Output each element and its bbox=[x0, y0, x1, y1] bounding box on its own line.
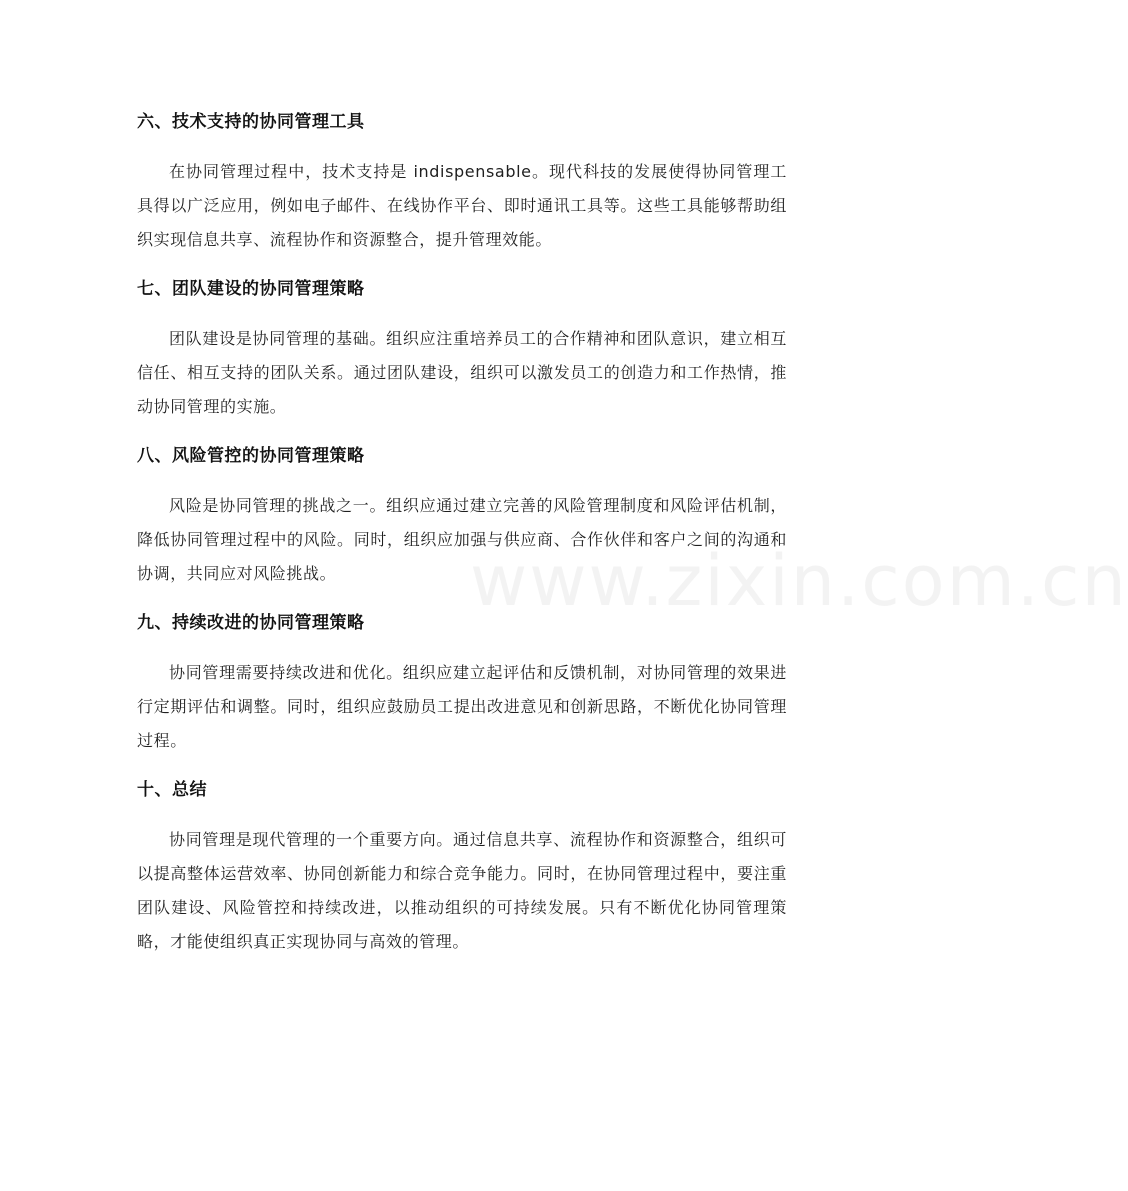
watermark: www.zixin.com.cn bbox=[470, 540, 1128, 622]
section-paragraph: 协同管理需要持续改进和优化。组织应建立起评估和反馈机制，对协同管理的效果进行定期评估和调整。同时，组织应鼓励员工提出改进意见和创新思路，不断优化协同管理过程。 bbox=[137, 663, 787, 750]
section-title: 九、持续改进的协同管理策略 bbox=[137, 613, 365, 633]
section-title: 八、风险管控的协同管理策略 bbox=[137, 446, 365, 466]
section-title: 七、团队建设的协同管理策略 bbox=[137, 279, 365, 299]
section-continuous-improvement bbox=[137, 605, 787, 758]
section-summary bbox=[137, 772, 787, 959]
document-content bbox=[137, 104, 787, 973]
section-technology-tools bbox=[137, 104, 787, 257]
section-title: 十、总结 bbox=[137, 780, 207, 800]
section-paragraph: 在协同管理过程中，技术支持是 indispensable。现代科技的发展使得协同管理工具得以广泛应用，例如电子邮件、在线协作平台、即时通讯工具等。这些工具能够帮助组织实现信息共享、流程协作和资源整合，提升管理效能。 bbox=[137, 162, 787, 249]
section-title: 六、技术支持的协同管理工具 bbox=[137, 112, 365, 132]
section-paragraph: 团队建设是协同管理的基础。组织应注重培养员工的合作精神和团队意识，建立相互信任、相互支持的团队关系。通过团队建设，组织可以激发员工的创造力和工作热情，推动协同管理的实施。 bbox=[137, 329, 787, 416]
section-paragraph: 风险是协同管理的挑战之一。组织应通过建立完善的风险管理制度和风险评估机制，降低协同管理过程中的风险。同时，组织应加强与供应商、合作伙伴和客户之间的沟通和协调，共同应对风险挑战。 bbox=[137, 496, 787, 583]
section-paragraph: 协同管理是现代管理的一个重要方向。通过信息共享、流程协作和资源整合，组织可以提高整体运营效率、协同创新能力和综合竞争能力。同时，在协同管理过程中，要注重团队建设、风险管控和持续改进，以推动组织的可持续发展。只有不断优化协同管理策略，才能使组织真正实现协同与高效的管理。 bbox=[137, 830, 787, 951]
section-team-building bbox=[137, 271, 787, 424]
section-risk-control bbox=[137, 438, 787, 591]
